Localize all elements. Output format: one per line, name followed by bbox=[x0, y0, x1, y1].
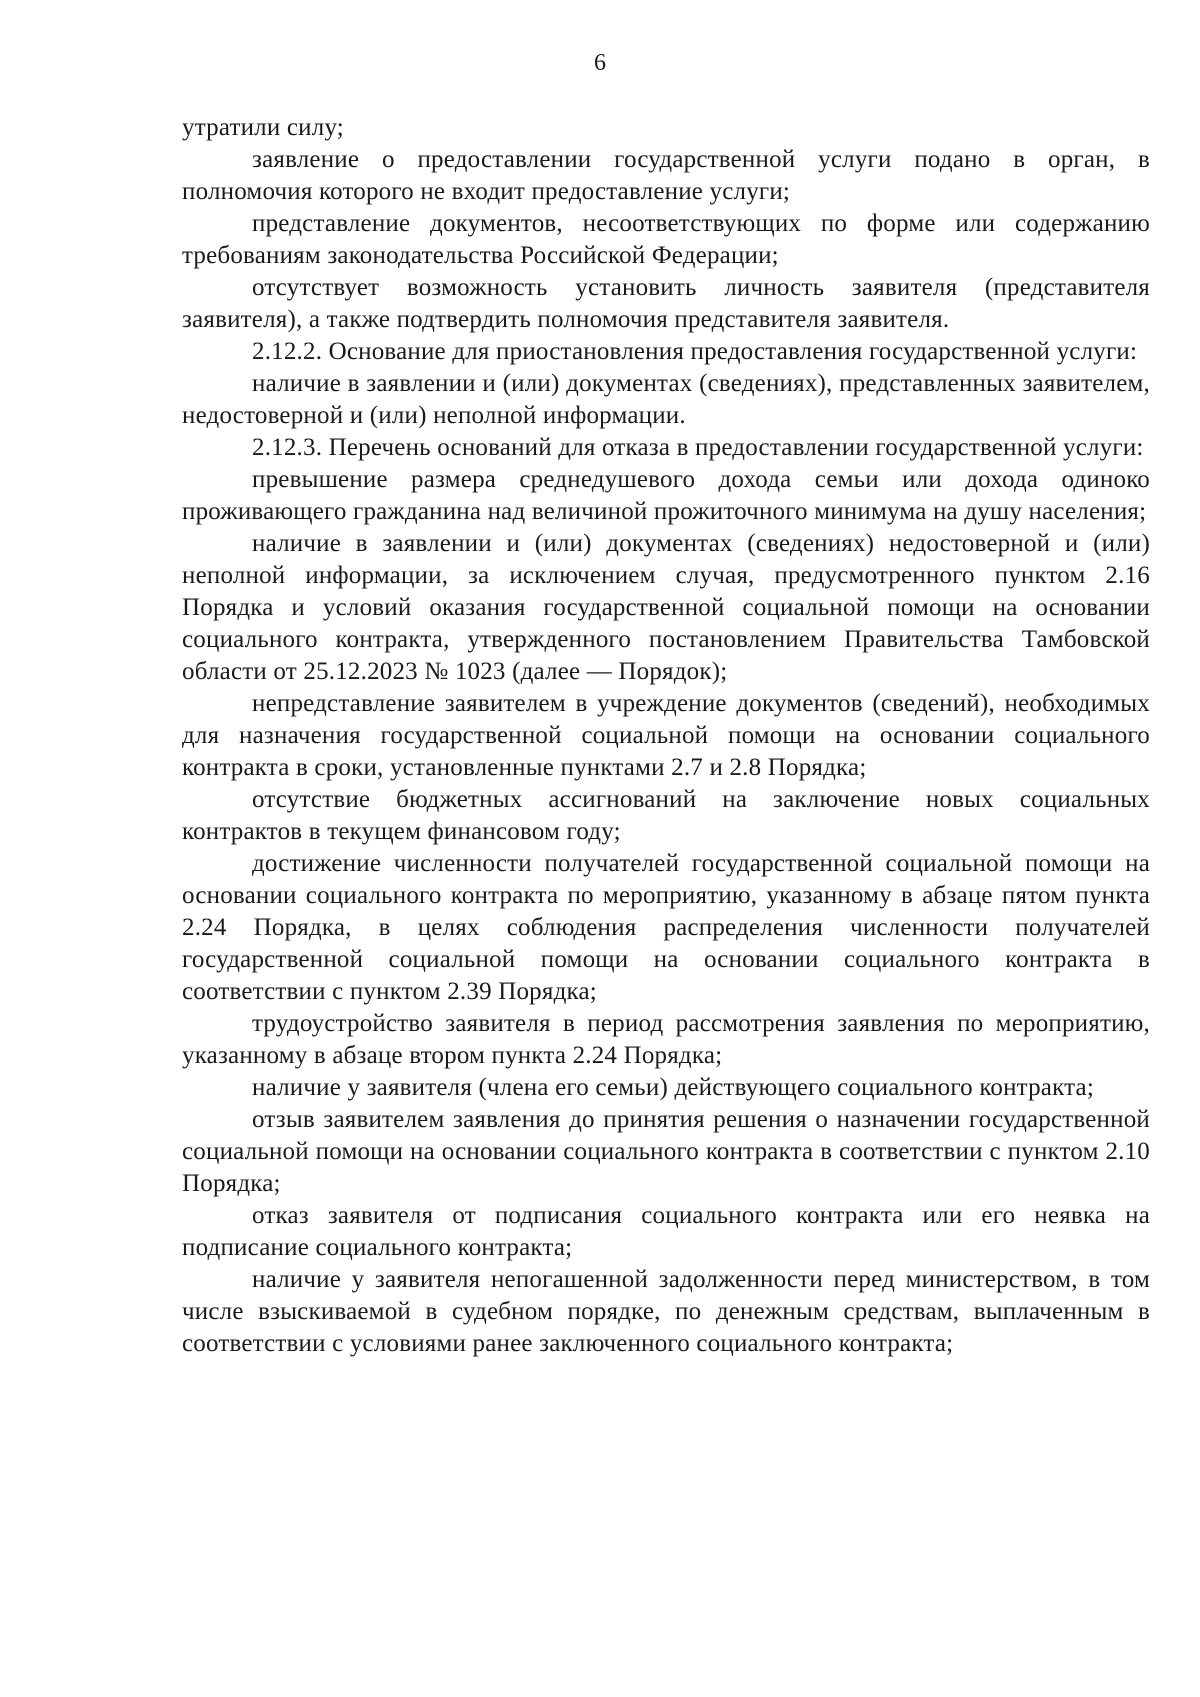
paragraph: непредставление заявителем в учреждение документов (сведений), необходимых для назначения государственной социальной помощи на основании социального контракта в сроки, установленные пунктами 2.7 и 2.8 Порядка; bbox=[182, 690, 1150, 781]
paragraph: наличие у заявителя непогашенной задолженности перед министерством, в том числе взыскиваемой в судебном порядке, по денежным средствам, выплаченным в соответствии с условиями ранее заключенного социального контракта; bbox=[182, 1266, 1150, 1357]
paragraph: отсутствие бюджетных ассигнований на заключение новых социальных контрактов в текущем финансовом году; bbox=[182, 786, 1150, 845]
page-number: 6 bbox=[594, 50, 606, 76]
paragraph: наличие у заявителя (члена его семьи) действующего социального контракта; bbox=[252, 1074, 1094, 1101]
section-heading-paragraph: 2.12.3. Перечень оснований для отказа в предоставлении государственной услуги: bbox=[252, 434, 1144, 461]
paragraph: трудоустройство заявителя в период рассмотрения заявления по мероприятию, указанному в абзаце втором пункта 2.24 Порядка; bbox=[182, 1010, 1150, 1069]
section-heading-paragraph: 2.12.2. Основание для приостановления предоставления государственной услуги: bbox=[252, 338, 1138, 365]
paragraph: отсутствует возможность установить личность заявителя (представителя заявителя), а также подтвердить полномочия представителя заявителя. bbox=[182, 274, 1150, 333]
paragraph: превышение размера среднедушевого дохода семьи или дохода одиноко проживающего гражданина над величиной прожиточного минимума на душу населения; bbox=[182, 466, 1150, 525]
paragraph: утратили силу; bbox=[182, 114, 344, 141]
paragraph: заявление о предоставлении государственной услуги подано в орган, в полномочия которого не входит предоставление услуги; bbox=[182, 146, 1150, 205]
paragraph: отказ заявителя от подписания социального контракта или его неявка на подписание социального контракта; bbox=[182, 1202, 1150, 1261]
paragraph: наличие в заявлении и (или) документах (сведениях), представленных заявителем, недостоверной и (или) неполной информации. bbox=[182, 370, 1150, 429]
paragraph: достижение численности получателей государственной социальной помощи на основании социального контракта по мероприятию, указанному в абзаце пятом пункта 2.24 Порядка, в целях соблюдения распределения численности получателей государственной социальной помощи на основании социального контракта в соответствии с пунктом 2.39 Порядка; bbox=[182, 850, 1150, 1005]
paragraph: отзыв заявителем заявления до принятия решения о назначении государственной социальной помощи на основании социального контракта в соответствии с пунктом 2.10 Порядка; bbox=[182, 1106, 1150, 1197]
paragraph: представление документов, несоответствующих по форме или содержанию требованиям законодательства Российской Федерации; bbox=[182, 210, 1150, 269]
document-body bbox=[182, 112, 1150, 1360]
paragraph: наличие в заявлении и (или) документах (сведениях) недостоверной и (или) неполной информации, за исключением случая, предусмотренного пунктом 2.16 Порядка и условий оказания государственной социальной помощи на основании социального контракта, утвержденного постановлением Правительства Тамбовской области от 25.12.2023 № 1023 (далее — Порядок); bbox=[182, 530, 1150, 685]
